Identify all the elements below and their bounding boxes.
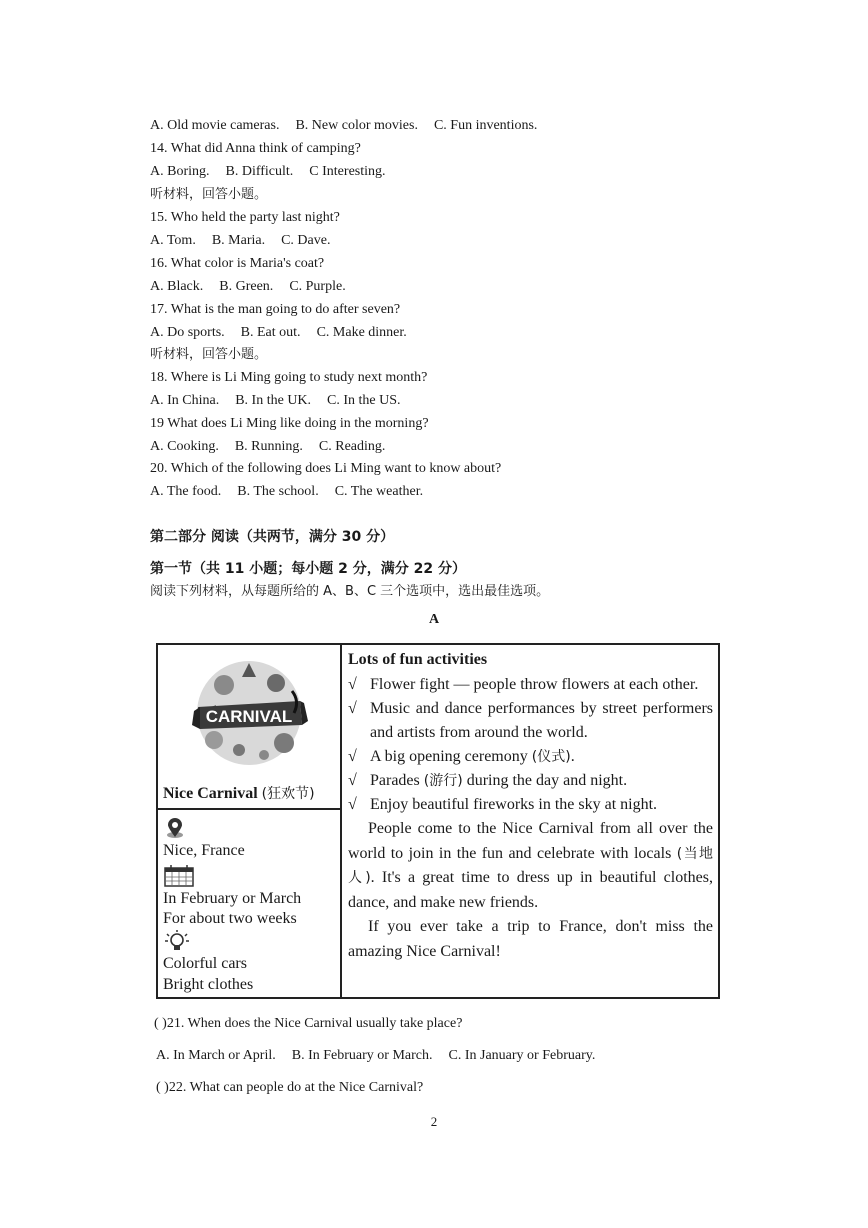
listen-instruction: 听材料，回答小题。 [150,187,268,202]
q19-options [150,438,385,456]
ad-paragraph-1: People come to the Nice Carnival from all over the world to join in the fun and celebrate with locals (当地人). It's a great time to dress up in beautiful clothes, dance, and make new friends. [348,820,714,911]
option-a: A. The food. [150,484,222,499]
check-icon: √ [348,700,357,717]
q16-question: 16. What color is Maria's coat? [150,256,325,271]
check-icon: √ [348,796,357,813]
option-b: B. The school. [237,484,319,499]
option-a: A. In March or April. [156,1048,276,1063]
activities-title: Lots of fun activities [348,651,488,668]
option-c: C. In January or February. [448,1048,596,1063]
option-a: A. Black. [150,279,204,294]
option-b: B. Eat out. [240,325,301,340]
option-a: A. In China. [150,393,220,408]
check-icon: √ [348,748,357,765]
q19-question: 19 What does Li Ming like doing in the morning? [150,416,429,431]
q21-question: ( )21. When does the Nice Carnival usually take place? [154,1016,463,1031]
calendar-icon [164,865,194,887]
date-text: In February or March [163,890,302,907]
page-number: 2 [430,1114,438,1129]
option-c: C. Reading. [318,439,386,454]
carnival-name-cn: (狂欢节) [261,786,315,802]
option-c: C Interesting. [309,164,386,179]
listen-instruction: 听材料，回答小题。 [150,347,268,362]
ad-logo-cell [158,645,340,810]
option-c: C. Fun inventions. [433,118,538,133]
section1-heading: 第一节（共 11 小题；每小题 2 分，满分 22 分） [150,561,466,577]
option-b: B. Maria. [211,233,266,248]
option-c: C. Purple. [289,279,346,294]
option-c: C. The weather. [334,484,424,499]
q17-options [150,324,407,342]
q14-options [150,163,386,181]
option-b: B. Green. [219,279,274,294]
q21-options [156,1047,595,1065]
q20-options [150,483,423,501]
activity-item: √ Enjoy beautiful fireworks in the sky at night. [348,793,713,817]
option-b: B. In the UK. [235,393,312,408]
logo-text: CARNIVAL [205,707,293,726]
passage-label: A [428,612,440,627]
q15-question: 15. Who held the party last night? [150,210,340,225]
option-c: C. Make dinner. [316,325,407,340]
ad-right-column [342,645,718,997]
option-a: A. Boring. [150,164,210,179]
carnival-logo [184,655,314,775]
q18-question: 18. Where is Li Ming going to study next month? [150,370,428,385]
activity-item: √ Music and dance performances by street performers and artists from around the world. [348,697,713,745]
q15-options [150,232,330,250]
lightbulb-icon [164,930,190,952]
q16-options [150,278,346,296]
activity-item: √ A big opening ceremony (仪式). [348,745,713,769]
option-c: C. In the US. [327,393,401,408]
q17-question: 17. What is the man going to do after seven? [150,302,401,317]
carnival-name-en: Nice Carnival [163,785,258,802]
activity-item: √ Parades (游行) during the day and night. [348,769,713,793]
option-a: A. Old movie cameras. [150,118,280,133]
q22-question: ( )22. What can people do at the Nice Carnival? [156,1080,424,1095]
location-text: Nice, France [163,842,245,859]
option-b: B. New color movies. [295,118,418,133]
location-pin-icon [164,817,186,839]
part2-heading: 第二部分 阅读（共两节，满分 30 分） [150,529,395,545]
check-icon: √ [348,676,357,693]
reading-instruction: 阅读下列材料，从每题所给的 A、B、C 三个选项中，选出最佳选项。 [150,584,550,599]
carnival-ad-table [156,643,720,999]
option-a: A. Do sports. [150,325,225,340]
q18-options [150,392,401,410]
ad-paragraph-2: If you ever take a trip to France, don't miss the amazing Nice Carnival! [348,918,713,960]
option-b: B. Running. [234,439,303,454]
option-b: B. Difficult. [225,164,294,179]
option-c: C. Dave. [281,233,331,248]
q14-question: 14. What did Anna think of camping? [150,141,361,156]
activity-item: √ Flower fight — people throw flowers at each other. [348,673,713,697]
option-a: A. Cooking. [150,439,219,454]
feature-clothes: Bright clothes [163,976,254,993]
option-a: A. Tom. [150,233,196,248]
carnival-name [163,783,315,803]
option-b: B. In February or March. [291,1048,433,1063]
check-icon: √ [348,772,357,789]
ad-left-column [158,645,342,997]
duration-text: For about two weeks [163,910,297,927]
q13-options [150,117,537,135]
feature-cars: Colorful cars [163,955,247,972]
q20-question: 20. Which of the following does Li Ming want to know about? [150,461,502,476]
